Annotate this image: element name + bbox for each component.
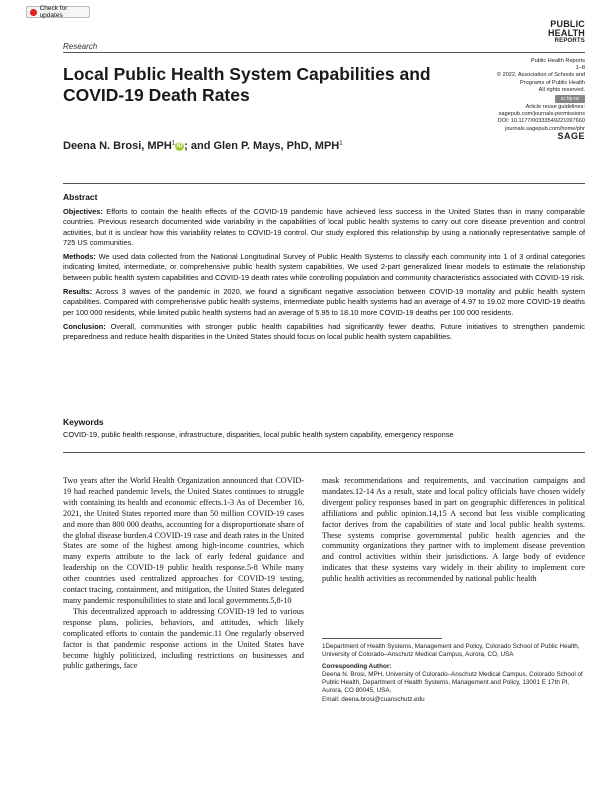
publisher-logo: SAGE xyxy=(557,130,585,141)
section-text: Across 3 waves of the pandemic in 2020, we found a significant negative association between COVID-19 mortality and public health system capabilities. Compared with comprehensive public health systems, intermediate public health systems had an average of 4.97 to 19.02 more COVID-19 deaths per 100 000 residents, while limited public health systems had an average of 5.95 to 18.10 more COVID-19 deaths per 100 000 residents. xyxy=(63,287,585,317)
reuse-link[interactable]: sagepub.com/journals-permissions xyxy=(498,111,585,118)
section-text: Efforts to contain the health effects of the COVID-19 pandemic have achieved less success in the United States than in many comparable countries. Previous research documented wide variability in the capabilities of local public health systems to carry out core disease prevention and control activities, but it is unclear how this variability relates to COVID-19 control. Our study explored this relationship by using a nationally representative sample of 725 US communities. xyxy=(63,207,585,247)
affiliation-note: 1Department of Health Systems, Management and Policy, Colorado School of Public Health, University of Colorado–Anschutz Medical Campus, Aurora, CO, USA xyxy=(322,643,580,659)
header-rule xyxy=(63,52,585,53)
journal-logo xyxy=(548,20,585,46)
author-name: Deena N. Brosi, MPH xyxy=(63,140,172,152)
body-paragraph: This decentralized approach to addressing COVID-19 led to various response plans, policies, behaviors, and attitudes, which likely complicated efforts to contain the pandemic.11 One regularly observed factor is that pandemic response actions in the United States have become highly politicized, including restrictions on businesses and public gatherings, face xyxy=(63,606,304,671)
corresponding-heading: Corresponding Author: xyxy=(322,662,392,670)
journal-link[interactable]: journals.sagepub.com/home/phr xyxy=(505,125,585,132)
logo-line: HEALTH xyxy=(547,27,585,38)
update-icon xyxy=(30,9,37,16)
meta-line: Programs of Public Health xyxy=(520,79,585,86)
article-title: Local Public Health System Capabilities and COVID-19 Death Rates xyxy=(63,64,431,105)
article-category: Research xyxy=(63,42,98,51)
publication-meta xyxy=(445,58,585,140)
section-label: Results: xyxy=(63,287,93,297)
section-label: Conclusion: xyxy=(63,321,106,331)
body-column-left xyxy=(63,476,304,672)
doi-line[interactable]: DOI: 10.1177/00333549221097660 xyxy=(497,118,585,125)
check-for-updates-badge[interactable] xyxy=(26,6,90,18)
body-column-right xyxy=(322,476,585,585)
footnote-rule xyxy=(322,638,442,639)
abstract-section xyxy=(63,322,585,343)
check-for-updates-label: Check for updates xyxy=(39,5,68,19)
meta-line: 1–8 xyxy=(575,65,585,72)
section-text: Overall, communities with stronger public health capabilities had significantly fewer deaths. Future initiatives to strengthen pandemic preparedness and reduce health disparities in the United States should focus on local public health system capabilities. xyxy=(63,321,585,342)
abstract-body xyxy=(63,207,585,347)
keywords-list: COVID-19, public health response, infrastructure, disparities, local public health system capability, emergency response xyxy=(63,430,454,439)
author-line xyxy=(63,140,343,152)
logo-line: REPORTS xyxy=(554,38,585,44)
footnotes xyxy=(322,643,585,707)
abstract-section xyxy=(63,207,585,248)
abstract-rule xyxy=(63,183,585,184)
author-email[interactable]: Email: deena.brosi@cuanschutz.edu xyxy=(322,695,425,703)
reuse-line: Article reuse guidelines: xyxy=(525,104,585,111)
body-paragraph: Two years after the World Health Organization announced that COVID-19 had reached pandemic levels, the United States continues to struggle with containing its health and economic effects.1-3 As of December 16, 2021, the United States reported more than 50 million COVID-19 cases and more than 800 000 deaths, accounting for a disproportionate share of the global disease burden.4 COVID-19 case and death rates in the United States are some of the highest among high-income countries, which many experts attribute to the lack of early federal guidance and leadership on the COVID-19 public health response.5-8 While many other countries used centralized approaches for COVID-19 testing, contact tracing, containment, and mitigation, the United States delegated many pandemic responsibilities to state and local governments.5,8-10 xyxy=(63,476,304,605)
author-separator: ; and xyxy=(184,140,214,152)
section-label: Objectives: xyxy=(63,207,103,216)
orcid-icon[interactable]: iD xyxy=(176,143,183,149)
meta-line: Public Health Reports xyxy=(530,58,585,64)
meta-line: All rights reserved. xyxy=(538,86,585,93)
section-label: Methods: xyxy=(63,252,96,262)
corresponding-author: Deena N. Brosi, MPH, University of Colorado–Anschutz Medical Campus, Colorado School of Public Health, Department of Health Systems, Management and Policy, 13001 E 17th Pl, Aurora, CO 80045, USA. xyxy=(322,670,583,695)
keywords-heading: Keywords xyxy=(63,417,104,427)
license-badge[interactable]: cc by-nc xyxy=(555,95,585,103)
affiliation-mark: 1 xyxy=(171,140,176,147)
abstract-section xyxy=(63,252,585,283)
section-rule xyxy=(63,452,585,453)
logo-line: PUBLIC xyxy=(550,19,585,29)
affiliation-mark: 1 xyxy=(339,140,343,147)
section-text: We used data collected from the National Longitudinal Survey of Public Health Systems to classify each community into 1 of 3 ordinal categories indicating limited, intermediate, or comprehensive public health system capabilities. We used 2-part generalized linear models to estimate the relationship between public health system capabilities and COVID-19 death rates while controlling population and community characteristics associated with COVID-19 risk. xyxy=(63,252,585,282)
author-name: Glen P. Mays, PhD, MPH xyxy=(213,140,340,152)
abstract-section xyxy=(63,287,585,318)
meta-line: © 2022, Association of Schools and xyxy=(496,72,585,79)
abstract-heading: Abstract xyxy=(63,192,98,202)
body-paragraph: mask recommendations and requirements, and vaccination campaigns and mandates.12-14 As a result, state and local policy officials have chosen widely divergent policy responses based in part on geographic differences in political affiliations and public opinion.14,15 A second but less visible complicating factor derives from the capabilities of state and local public health systems. These systems comprise governmental public health agencies and the community organizations they partner with to implement disease prevention and control activities within their jurisdictions. A large body of evidence indicates that these systems vary widely in their ability to implement core public health activities as recommended by national public health xyxy=(322,476,585,584)
